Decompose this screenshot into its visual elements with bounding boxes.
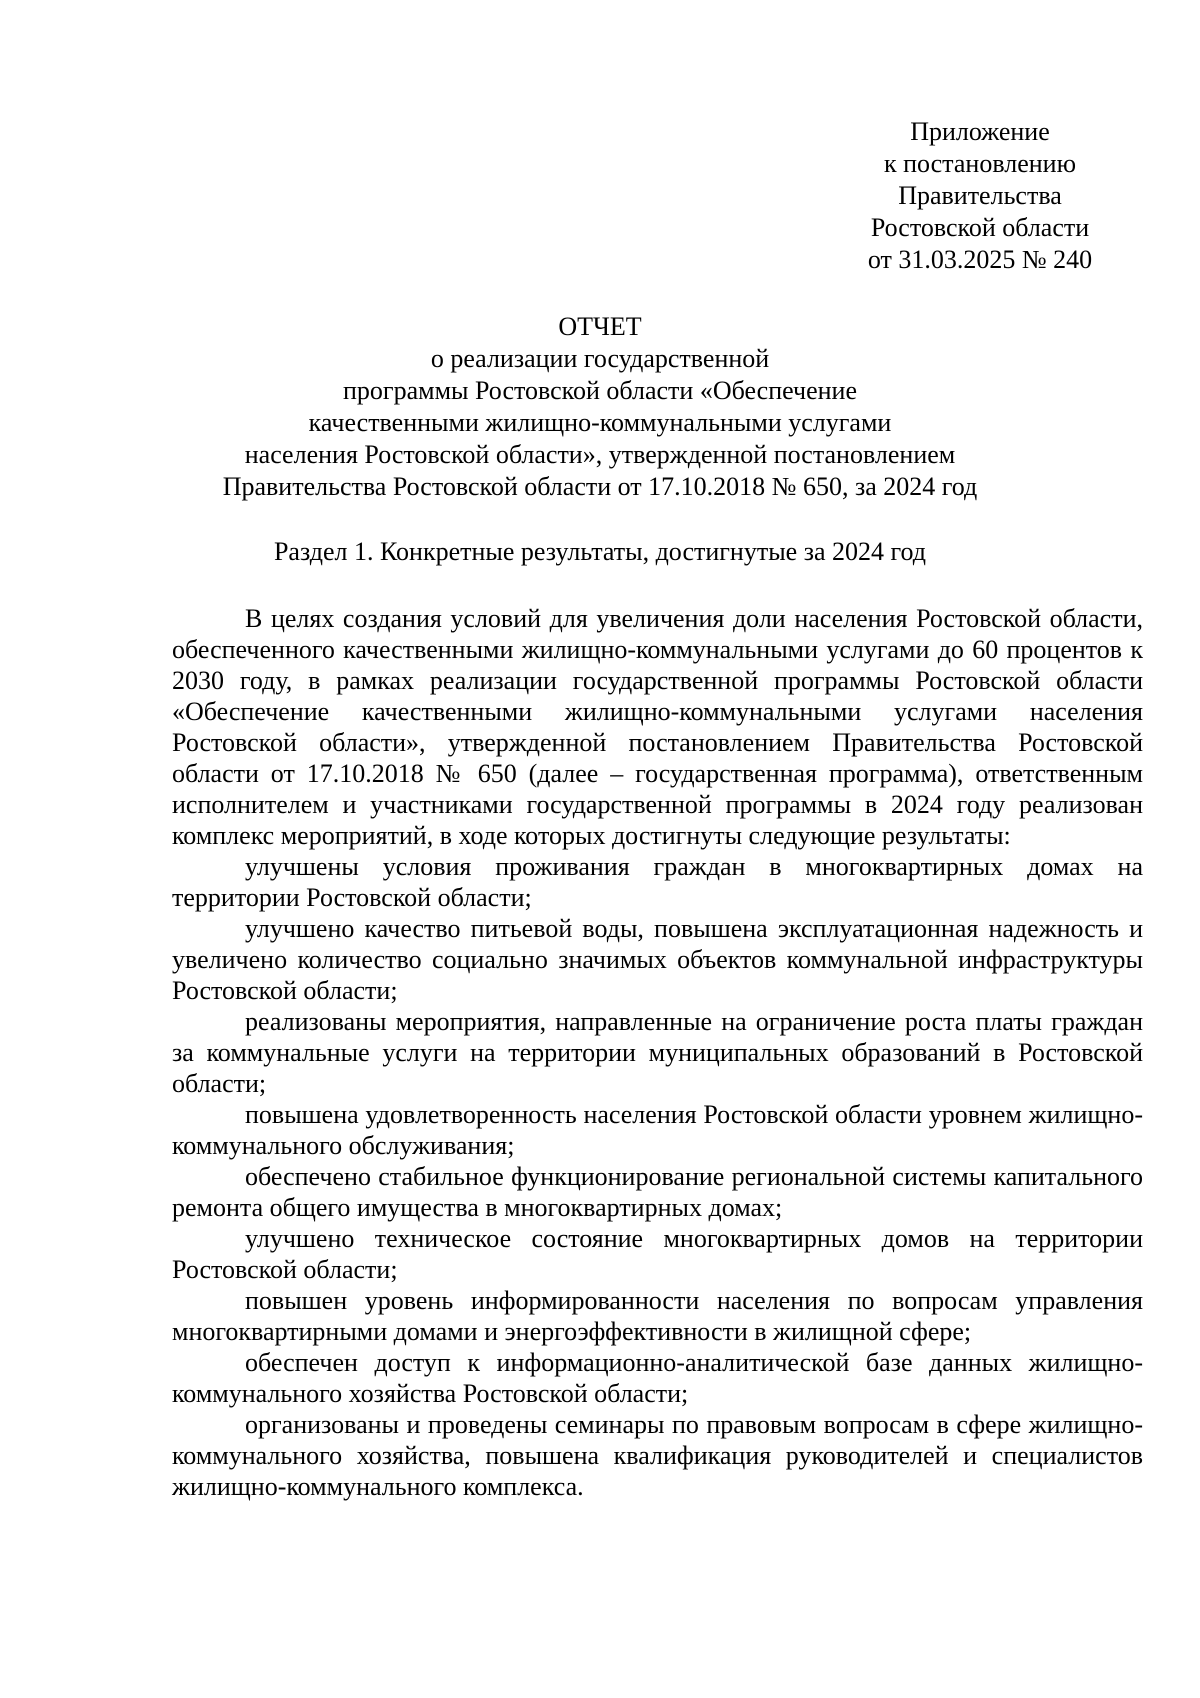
appendix-line: от 31.03.2025 № 240 (867, 245, 1093, 274)
body-paragraph: улучшены условия проживания граждан в многоквартирных домах на территории Ростовской области; (172, 852, 1143, 912)
body-paragraph: В целях создания условий для увеличения доли населения Ростовской области, обеспеченного качественными жилищно-коммунальными услугами до 60 процентов к 2030 году, в рамках реализации государственной программы Ростовской области «Обеспечение качественными жилищно-коммунальными услугами населения Ростовской области», утвержденной постановлением Правительства Ростовской области от 17.10.2018 № 650 (далее – государственная программа), ответственным исполнителем и участниками государственной программы в 2024 году реализован комплекс мероприятий, в ходе которых достигнуты следующие результаты: (172, 604, 1143, 850)
body-paragraph: реализованы мероприятия, направленные на ограничение роста платы граждан за коммунальные услуги на территории муниципальных образований в Ростовской области; (172, 1007, 1143, 1098)
body-paragraph: обеспечен доступ к информационно-аналитической базе данных жилищно-коммунального хозяйства Ростовской области; (172, 1348, 1143, 1408)
body-paragraph: улучшено техническое состояние многоквартирных домов на территории Ростовской области; (172, 1224, 1143, 1284)
appendix-line: Правительства (898, 181, 1062, 210)
body-paragraph: обеспечено стабильное функционирование региональной системы капитального ремонта общего имущества в многоквартирных домах; (172, 1162, 1143, 1222)
report-title-line: населения Ростовской области», утвержденной постановлением (244, 440, 956, 469)
body-paragraph: повышена удовлетворенность населения Ростовской области уровнем жилищно-коммунального обслуживания; (172, 1100, 1143, 1160)
body-text (172, 603, 1143, 1502)
report-title-line: программы Ростовской области «Обеспечение (343, 376, 857, 405)
body-paragraph: организованы и проведены семинары по правовым вопросам в сфере жилищно-коммунального хозяйства, повышена квалификация руководителей и специалистов жилищно-коммунального комплекса. (172, 1410, 1143, 1501)
report-title-line: Правительства Ростовской области от 17.10.2018 № 650, за 2024 год (222, 472, 978, 501)
appendix-line: Приложение (910, 117, 1050, 146)
report-title-block (150, 311, 1050, 503)
section-heading: Раздел 1. Конкретные результаты, достигнутые за 2024 год (273, 537, 927, 566)
appendix-line: Ростовской области (870, 213, 1090, 242)
body-paragraph: улучшено качество питьевой воды, повышена эксплуатационная надежность и увеличено количество социально значимых объектов коммунальной инфраструктуры Ростовской области; (172, 914, 1143, 1005)
appendix-line: к постановлению (883, 149, 1077, 178)
body-paragraph: повышен уровень информированности населения по вопросам управления многоквартирными домами и энергоэффективности в жилищной сфере; (172, 1286, 1143, 1346)
report-heading: ОТЧЕТ (558, 312, 642, 341)
report-title-line: качественными жилищно-коммунальными услугами (308, 408, 892, 437)
report-title-line: о реализации государственной (430, 344, 770, 373)
appendix-block (820, 116, 1140, 276)
